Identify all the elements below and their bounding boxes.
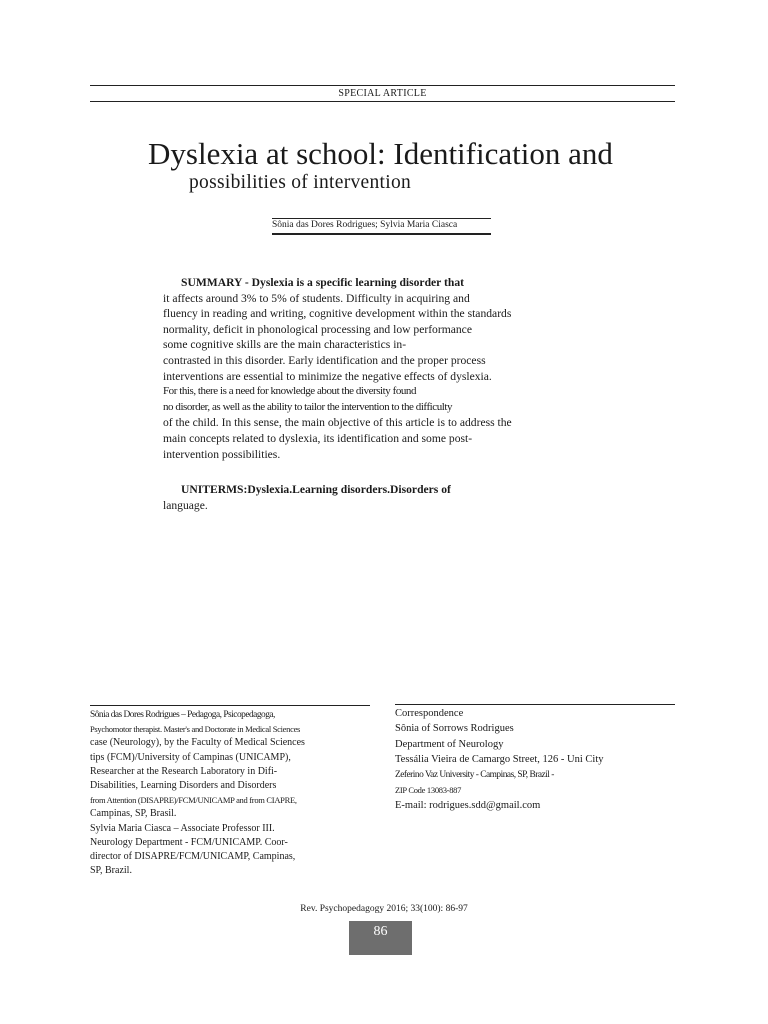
correspondence-block: [395, 706, 675, 814]
author-affiliations: [90, 708, 370, 878]
summary-line: normality, deficit in phonological processing and low performance: [163, 322, 472, 336]
page-number: 86: [349, 921, 412, 955]
affiliation-line: Psychomotor therapist. Master's and Doctorate in Medical Sciences: [90, 724, 301, 735]
summary-line: of the child. In this sense, the main objective of this article is to address the: [163, 416, 512, 430]
affiliation-line: Campinas, SP, Brasil.: [90, 808, 177, 820]
summary-line: For this, there is a need for knowledge about the diversity found: [163, 385, 417, 398]
affiliation-line: from Attention (DISAPRE)/FCM/UNICAMP and from CIAPRE,: [90, 795, 297, 806]
correspondence-line: Zeferino Vaz University - Campinas, SP, Brazil -: [395, 769, 554, 780]
affiliation-line: Neurology Department - FCM/UNICAMP. Coor-: [90, 836, 288, 848]
summary-line: no disorder, as well as the ability to tailor the intervention to the difficulty: [163, 400, 453, 413]
correspondence-heading: Correspondence: [395, 708, 464, 719]
journal-citation: Rev. Psychopedagogy 2016; 33(100): 86-97: [300, 904, 468, 914]
affiliation-line: Sônia das Dores Rodrigues – Pedagoga, Psicopedagoga,: [90, 710, 275, 720]
summary-line: some cognitive skills are the main characteristics in-: [163, 338, 407, 352]
authors-rule-bottom: [272, 233, 491, 235]
header-rule-bottom: [90, 101, 675, 102]
correspondence-line: ZIP Code 13083-887: [395, 785, 462, 796]
affiliation-line: SP, Brazil.: [90, 865, 132, 877]
affiliations-rule: [90, 705, 370, 706]
correspondence-line: Department of Neurology: [395, 738, 504, 750]
uniterms-lead: UNITERMS:Dyslexia.Learning disorders.Disorders of: [181, 483, 451, 496]
uniterms-block: [163, 482, 451, 514]
authors-rule-top: [272, 218, 491, 219]
header-rule-top: [90, 85, 675, 86]
affiliation-line: case (Neurology), by the Faculty of Medical Sciences: [90, 737, 305, 749]
affiliation-line: Sylvia Maria Ciasca – Associate Professor III.: [90, 822, 275, 834]
affiliation-line: director of DISAPRE/FCM/UNICAMP, Campinas,: [90, 851, 296, 863]
article-subtitle: possibilities of intervention: [189, 172, 412, 193]
correspondence-rule: [395, 704, 675, 705]
summary-line: interventions are essential to minimize the negative effects of dyslexia.: [163, 369, 492, 383]
summary-line: main concepts related to dyslexia, its identification and some post-: [163, 431, 473, 445]
summary-line: intervention possibilities.: [163, 447, 281, 461]
correspondence-line: Sônia of Sorrows Rodrigues: [395, 723, 514, 735]
uniterms-line: language.: [163, 499, 208, 512]
summary-line: fluency in reading and writing, cognitive development within the standards: [163, 307, 512, 321]
correspondence-email[interactable]: E-mail: rodrigues.sdd@gmail.com: [395, 800, 541, 812]
article-title: Dyslexia at school: Identification and: [148, 136, 613, 171]
summary-line: contrasted in this disorder. Early identification and the proper process: [163, 353, 486, 367]
affiliation-line: Researcher at the Research Laboratory in Difi-: [90, 765, 278, 777]
affiliation-line: tips (FCM)/University of Campinas (UNICAMP),: [90, 751, 291, 763]
affiliation-line: Disabilities, Learning Disorders and Disorders: [90, 780, 277, 792]
article-authors: Sônia das Dores Rodrigues; Sylvia Maria Ciasca: [272, 220, 458, 230]
summary-abstract: [163, 275, 563, 462]
section-label: SPECIAL ARTICLE: [338, 88, 427, 99]
correspondence-line: Tessália Vieira de Camargo Street, 126 - Uni City: [395, 754, 604, 766]
summary-line: it affects around 3% to 5% of students. Difficulty in acquiring and: [163, 291, 470, 305]
summary-lead: SUMMARY - Dyslexia is a specific learning disorder that: [181, 276, 464, 289]
